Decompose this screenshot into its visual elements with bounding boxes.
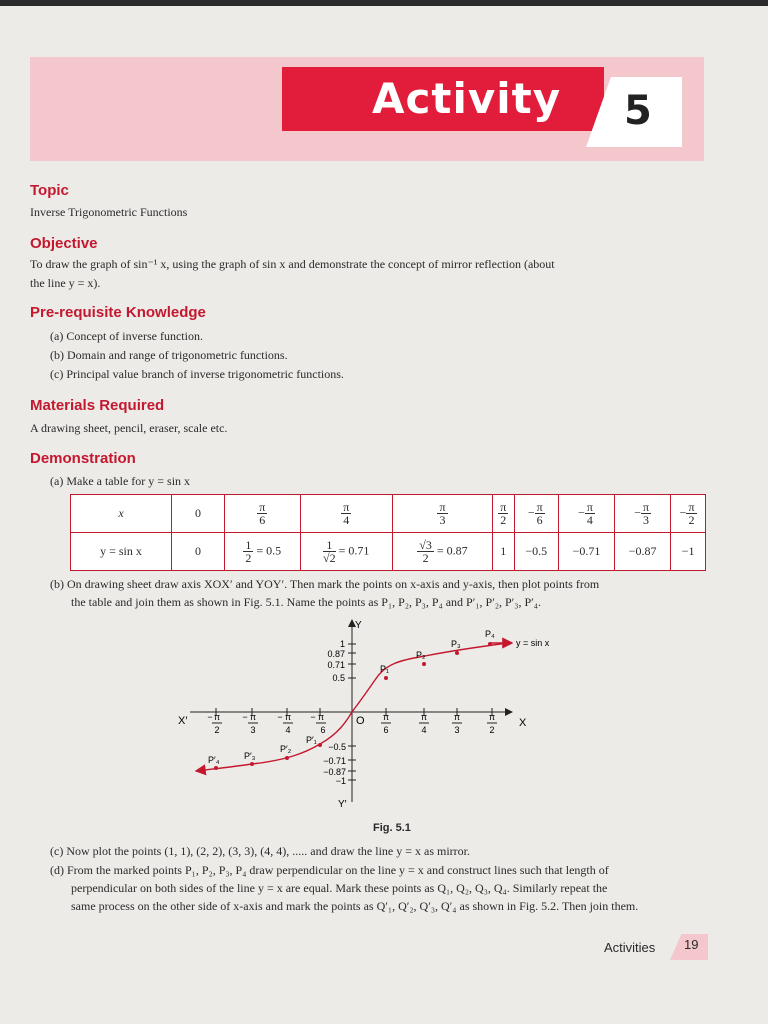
step-d-line-2: perpendicular on both sides of the line y = x are equal. Mark these points as Q₁, Q₂, Q₃, Q₄. Similarly repeat the: [71, 881, 608, 895]
prereq-item: (b) Domain and range of trigonometric functions.: [50, 348, 288, 362]
step-b-line-2: the table and join them as shown in Fig. 5.1. Name the points as P₁, P₂, P₃, P₄ and P′₁, P′₂, P′₃, P′₄.: [71, 595, 541, 609]
point-label: P₂: [416, 650, 426, 660]
x-tick-label: 6: [383, 725, 389, 735]
table-cell: $\frac{\pi}{6}$: [225, 495, 301, 533]
topic-text: Inverse Trigonometric Functions: [30, 205, 188, 219]
x-tick-label: 3: [454, 725, 460, 735]
x-axis-label-left: X′: [178, 715, 188, 727]
topic-heading: Topic: [30, 182, 69, 199]
point-p4: [488, 642, 492, 646]
origin-label: O: [356, 715, 365, 727]
point-p3: [455, 651, 459, 655]
top-edge: [0, 0, 768, 6]
p-prime-points: [208, 735, 322, 770]
x-tick-label: 2: [489, 725, 495, 735]
table-cell: x: [71, 495, 172, 533]
point-p3-prime: [250, 762, 254, 766]
objective-line-2: the line y = x).: [30, 276, 101, 290]
step-b-line-1: (b) On drawing sheet draw axis XOX′ and YOY′. Then mark the points on x-axis and y-axis, then plot points from: [50, 577, 600, 591]
sin-table: [70, 494, 706, 571]
x-tick-label: π: [382, 712, 390, 722]
table-cell: − $\frac{\pi}{6}$: [514, 495, 558, 533]
point-p1-prime: [318, 743, 322, 747]
table-cell: − $\frac{\pi}{3}$: [615, 495, 671, 533]
y-tick-label: 0.5: [332, 673, 345, 683]
point-p1: [384, 676, 388, 680]
point-label: P₄: [485, 629, 495, 639]
point-label: P′₁: [306, 735, 317, 745]
y-tick-label: 0.71: [327, 660, 345, 670]
x-tick-label: 3: [250, 725, 256, 735]
table-cell: $\frac{\pi}{2}$: [493, 495, 515, 533]
x-tick-label: 6: [320, 725, 326, 735]
table-cell: 0: [172, 495, 225, 533]
table-cell: −0.71: [558, 533, 614, 571]
point-p2-prime: [285, 756, 289, 760]
prereq-item: (c) Principal value branch of inverse trigonometric functions.: [50, 367, 344, 381]
objective-heading: Objective: [30, 235, 98, 252]
point-label: P₁: [380, 664, 390, 674]
footer-label: Activities: [604, 940, 656, 955]
x-tick-label: π: [249, 712, 257, 722]
y-axis-label-bottom: Y′: [338, 799, 347, 810]
x-tick-sign: −: [207, 712, 213, 722]
sine-graph: [0, 612, 768, 832]
y-tick-label: −0.87: [323, 767, 346, 777]
x-tick-label: π: [284, 712, 292, 722]
step-d-line-3: same process on the other side of x-axis and mark the points as Q′₁, Q′₂, Q′₃, Q′₄ as shown in Fig. 5.2. Then join them.: [71, 899, 639, 913]
step-a-text: (a) Make a table for y = sin x: [50, 474, 191, 488]
prereq-heading: Pre-requisite Knowledge: [30, 304, 206, 321]
x-tick-label: 4: [285, 725, 291, 735]
prereq-item: (a) Concept of inverse function.: [50, 329, 203, 343]
table-cell: $\frac{√3}{2}$ = 0.87: [392, 533, 492, 571]
table-cell: −0.5: [514, 533, 558, 571]
table-row: [71, 495, 706, 533]
y-tick-label: −1: [335, 776, 346, 786]
demonstration-heading: Demonstration: [30, 450, 136, 467]
point-label: P′₄: [208, 755, 220, 765]
x-tick-label: π: [213, 712, 221, 722]
table-cell: $\frac{\pi}{3}$: [392, 495, 492, 533]
x-tick-label: π: [453, 712, 461, 722]
step-d-line-1: (d) From the marked points P₁, P₂, P₃, P₄ draw perpendicular on the line y = x and construct lines such that length of: [50, 863, 609, 877]
y-tick-label: 1: [339, 639, 345, 649]
x-tick-label: π: [488, 712, 496, 722]
table-cell: 1: [493, 533, 515, 571]
point-p2: [422, 662, 426, 666]
x-tick-label: 2: [214, 725, 220, 735]
table-cell: $\frac{1}{√2}$ = 0.71: [300, 533, 392, 571]
objective-line-1: To draw the graph of sin⁻¹ x, using the graph of sin x and demonstrate the concept of mirror reflection (about: [30, 257, 555, 271]
page-number: 19: [684, 937, 699, 952]
materials-heading: Materials Required: [30, 397, 165, 414]
table-cell: 0: [172, 533, 225, 571]
point-p4-prime: [214, 766, 218, 770]
step-c-text: (c) Now plot the points (1, 1), (2, 2), (3, 3), (4, 4), ..... and draw the line y = x as mirror.: [50, 844, 471, 858]
figure-caption: Fig. 5.1: [373, 822, 411, 834]
table-cell: −0.87: [615, 533, 671, 571]
materials-text: A drawing sheet, pencil, eraser, scale etc.: [30, 421, 228, 435]
point-label: P₃: [451, 639, 461, 649]
x-tick-sign: −: [310, 712, 316, 722]
banner-number: 5: [624, 88, 652, 134]
table-cell: y = sin x: [71, 533, 172, 571]
x-tick-label: π: [420, 712, 428, 722]
banner-title: Activity: [372, 74, 562, 123]
x-tick-label: π: [317, 712, 325, 722]
point-label: P′₃: [244, 751, 256, 761]
table-cell: $\frac{\pi}{4}$: [300, 495, 392, 533]
y-tick-label: −0.5: [328, 742, 346, 752]
y-axis-label: Y: [355, 620, 362, 631]
table-cell: −1: [671, 533, 706, 571]
y-tick-label: −0.71: [323, 756, 346, 766]
table-cell: − $\frac{\pi}{4}$: [558, 495, 614, 533]
x-tick-sign: −: [242, 712, 248, 722]
table-row: [71, 533, 706, 571]
table-cell: $\frac{1}{2}$ = 0.5: [225, 533, 301, 571]
table-cell: − $\frac{\pi}{2}$: [671, 495, 706, 533]
x-axis-label-right: X: [519, 717, 527, 729]
p-points: [380, 629, 495, 680]
x-tick-sign: −: [277, 712, 283, 722]
point-label: P′₂: [280, 744, 292, 754]
curve-label: y = sin x: [516, 638, 550, 648]
x-tick-label: 4: [421, 725, 427, 735]
y-tick-label: 0.87: [327, 649, 345, 659]
